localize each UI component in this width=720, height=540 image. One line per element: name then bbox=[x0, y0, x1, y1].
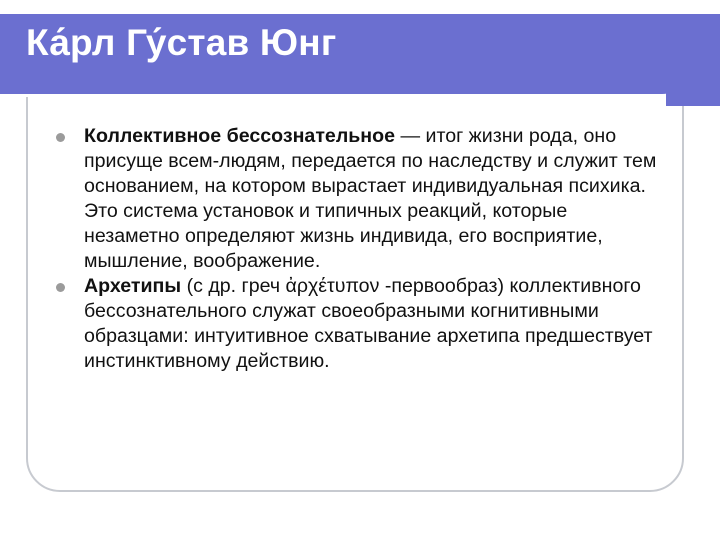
slide-title: Ка́рл Гу́став Юнг bbox=[26, 22, 337, 63]
bullet-text: — итог жизни рода, оно присуще всем-людям, передается по наследству и служит тем основанием, на котором вырастает индивидуальная психика. Это система установок и типичных реакций, которые незаметно определяют жизнь индивида, его восприятие, мышление, воображение. bbox=[84, 125, 657, 272]
bullet-dot-icon bbox=[56, 283, 65, 292]
bullet-text: (с др. греч ἀρχέτυπον -первообраз) коллективного бессознательного служат своеобразными когнитивными образцами: интуитивное схватывание архетипа предшествует инстинктивному действию. bbox=[84, 275, 653, 372]
title-divider bbox=[0, 94, 638, 97]
bullet-dot-icon bbox=[56, 133, 65, 142]
bullet-item-archetypes bbox=[56, 274, 666, 374]
bullet-term: Коллективное бессознательное bbox=[84, 125, 396, 147]
header-corner-decoration bbox=[666, 14, 720, 106]
bullet-list bbox=[56, 124, 666, 374]
bullet-term: Архетипы bbox=[84, 275, 182, 297]
bullet-item-collective-unconscious bbox=[56, 124, 666, 274]
